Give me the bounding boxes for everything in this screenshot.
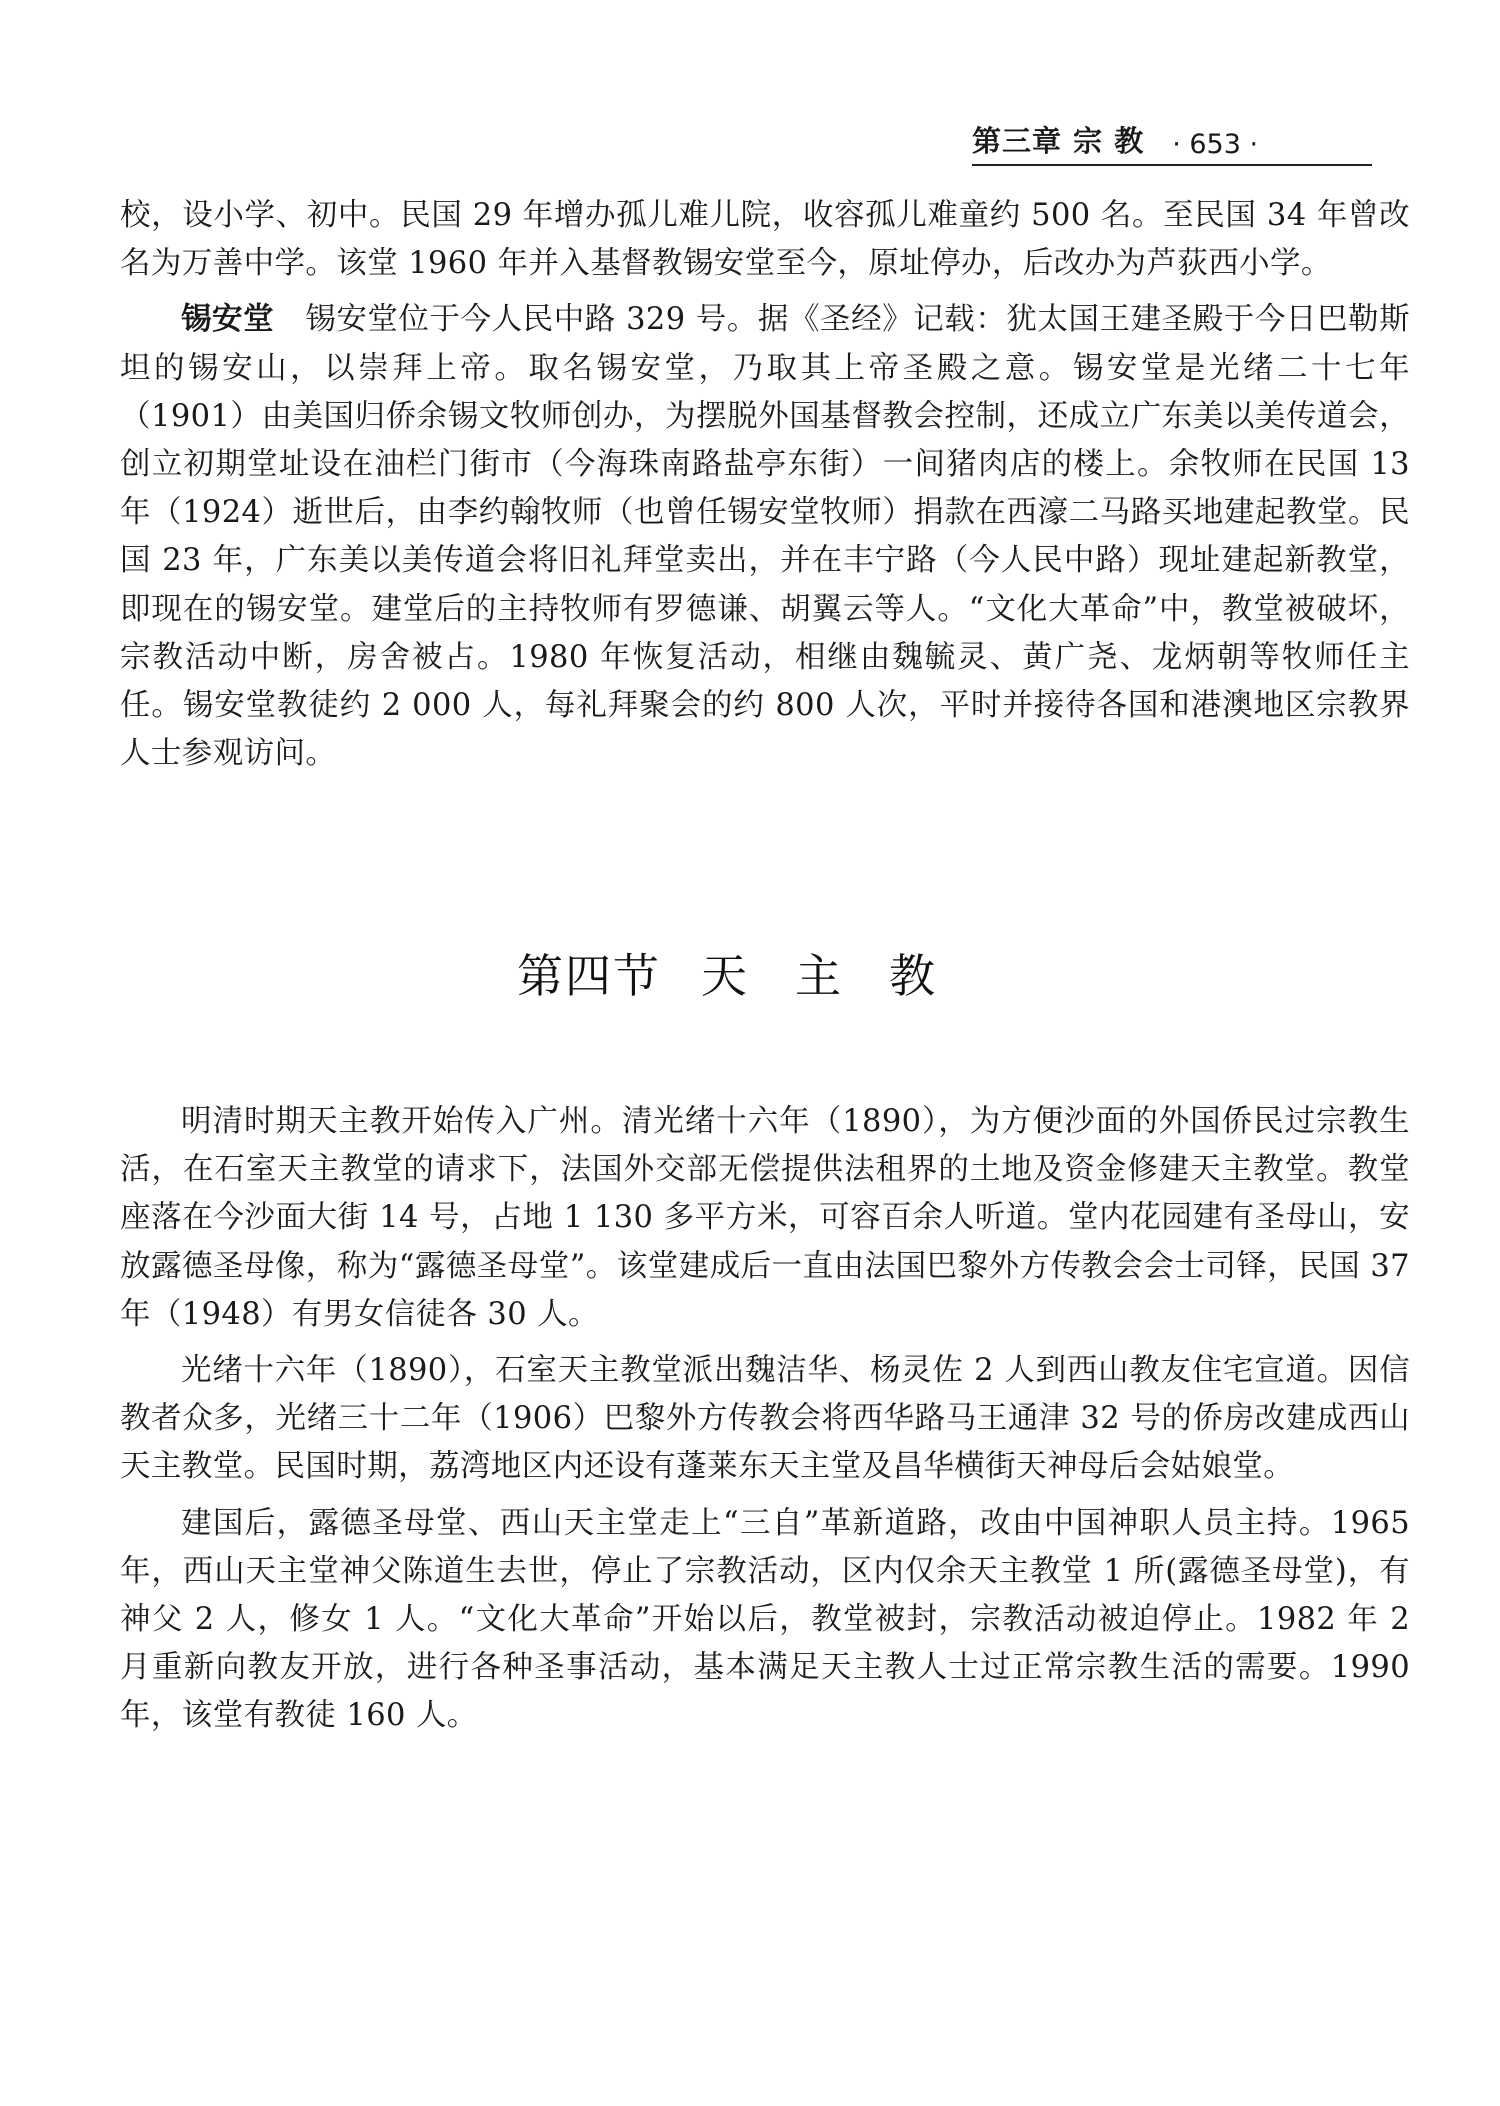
run-in-heading: 锡安堂 [181, 302, 275, 338]
paragraph-xishan-church: 光绪十六年（1890），石室天主教堂派出魏洁华、杨灵佐 2 人到西山教友住宅宣道。因信教者众多，光绪三十二年（1906）巴黎外方传教会将西华路马王通津 32 号的侨房改建成西山天主教堂。民国时期，荔湾地区内还设有蓬莱东天主堂及昌华横街天神母后会姑娘堂。 [120, 1353, 1410, 1485]
section-heading [0, 940, 1500, 1006]
section-title: 天主教 [701, 949, 983, 1003]
page-number: · 653 · [1172, 129, 1259, 160]
section-number: 第四节 [517, 949, 661, 1003]
paragraph-after-1949: 建国后，露德圣母堂、西山天主堂走上“三自”革新道路，改由中国神职人员主持。1965 年，西山天主堂神父陈道生去世，停止了宗教活动，区内仅余天主教堂 1 所(露德圣母堂)，有神父 2 人，修女 1 人。“文化大革命”开始以后，教堂被封，宗教活动被迫停止。1982 年 2 月重新向教友开放，进行各种圣事活动，基本满足天主教人士过正常宗教生活的需要。1990 年，该堂有教徒 160 人。 [120, 1505, 1410, 1734]
running-header [972, 118, 1372, 166]
body-text-top [120, 192, 1410, 786]
paragraph-xian-an-tang [120, 296, 1410, 778]
paragraph-text: 锡安堂位于今人民中路 329 号。据《圣经》记载：犹太国王建圣殿于今日巴勒斯坦的锡安山，以崇拜上帝。取名锡安堂，乃取其上帝圣殿之意。锡安堂是光绪二十七年（1901）由美国归侨余锡文牧师创办，为摆脱外国基督教会控制，还成立广东美以美传道会，创立初期堂址设在油栏门街市（今海珠南路盐亭东街）一间猪肉店的楼上。余牧师在民国 13 年（1924）逝世后，由李约翰牧师（也曾任锡安堂牧师）捐款在西濠二马路买地建起教堂。民国 23 年，广东美以美传道会将旧礼拜堂卖出，并在丰宁路（今人民中路）现址建起新教堂，即现在的锡安堂。建堂后的主持牧师有罗德谦、胡翼云等人。“文化大革命”中，教堂被破坏，宗教活动中断，房舍被占。1980 年恢复活动，相继由魏毓灵、黄广尧、龙炳朝等牧师任主任。锡安堂教徒约 2 000 人，每礼拜聚会的约 800 人次，平时并接待各国和港澳地区宗教界人士参观访问。 [120, 302, 1410, 772]
paragraph-catholic-intro: 明清时期天主教开始传入广州。清光绪十六年（1890），为方便沙面的外国侨民过宗教生活，在石室天主教堂的请求下，法国外交部无偿提供法租界的土地及资金修建天主教堂。教堂座落在今沙面大街 14 号，占地 1 130 多平方米，可容百余人听道。堂内花园建有圣母山，安放露德圣母像，称为“露德圣母堂”。该堂建成后一直由法国巴黎外方传教会会士司铎，民国 37 年（1948）有男女信徒各 30 人。 [120, 1104, 1410, 1332]
paragraph-continuation: 校，设小学、初中。民国 29 年增办孤儿难儿院，收容孤儿难童约 500 名。至民国 34 年曾改名为万善中学。该堂 1960 年并入基督教锡安堂至今，原址停办，后改办为芦荻西小学。 [120, 198, 1410, 282]
body-text-bottom [120, 1098, 1410, 1749]
chapter-title: 第三章 宗 教 [972, 124, 1145, 158]
